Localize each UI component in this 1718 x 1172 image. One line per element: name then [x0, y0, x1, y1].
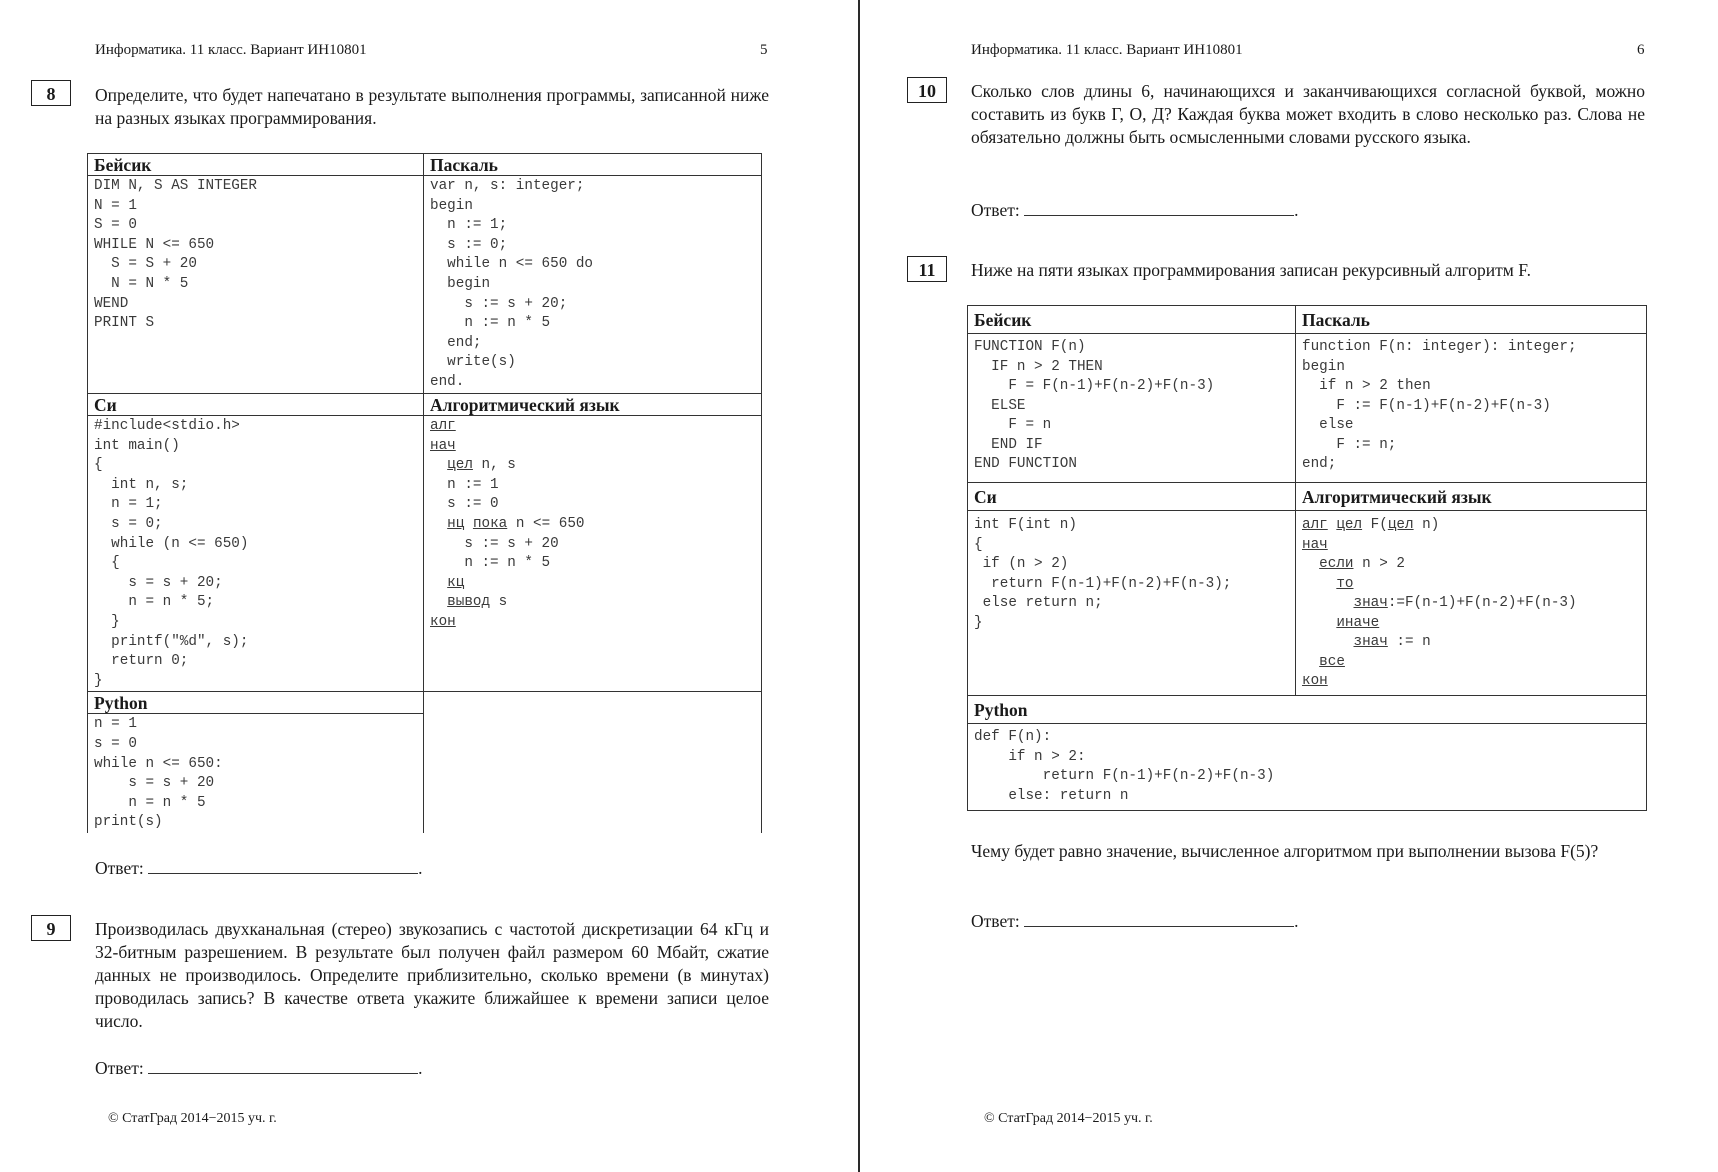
algo-code: алг нач цел n, s n := 1 s := 0 нц пока n <= 650 s := s + 20 n := n * 5 кц вывод s кон	[430, 418, 585, 630]
task10-answer: Ответ: .	[971, 200, 1299, 220]
task8-text: Определите, что будет напечатано в результате выполнения программы, записанной ниже на разных языках программирования.	[95, 85, 769, 128]
task11-text: Ниже на пяти языках программирования записан рекурсивный алгоритм F.	[971, 260, 1531, 280]
page-header: Информатика. 11 класс. Вариант ИН10801	[95, 42, 367, 58]
pascal-header: Паскаль	[424, 154, 762, 176]
basic-code: FUNCTION F(n) IF n > 2 THEN F = F(n-1)+F(n-2)+F(n-3) ELSE F = n END IF END FUNCTION	[974, 339, 1215, 472]
c-header: Си	[968, 483, 1296, 511]
page-footer: © СтатГрад 2014−2015 уч. г.	[984, 1111, 1153, 1126]
task-number-8: 8	[31, 80, 71, 106]
task11-answer-field[interactable]	[1024, 912, 1294, 927]
basic-header: Бейсик	[88, 154, 424, 176]
python-header: Python	[88, 692, 424, 714]
task8-code-table	[87, 153, 762, 833]
task8-answer: Ответ: .	[95, 858, 423, 878]
pascal-code: function F(n: integer): integer; begin if n > 2 then F := F(n-1)+F(n-2)+F(n-3) else F := n; end;	[1302, 339, 1577, 472]
task11-code-table	[967, 305, 1647, 811]
algo-header: Алгоритмический язык	[424, 394, 762, 416]
pascal-code: var n, s: integer; begin n := 1; s := 0; while n <= 650 do begin s := s + 20; n := n * 5 end; write(s) end.	[430, 178, 594, 390]
task-number-10: 10	[907, 77, 947, 103]
python-code: n = 1 s = 0 while n <= 650: s = s + 20 n = n * 5 print(s)	[94, 716, 223, 831]
page-number: 5	[760, 42, 768, 58]
c-code: #include<stdio.h> int main() { int n, s; n = 1; s = 0; while (n <= 650) { s = s + 20; n = n * 5; } printf("%d", s); return 0; }	[94, 418, 249, 689]
task11-answer: Ответ: .	[971, 911, 1299, 931]
page-footer: © СтатГрад 2014−2015 уч. г.	[108, 1111, 277, 1126]
task10-answer-field[interactable]	[1024, 201, 1294, 216]
task11-question: Чему будет равно значение, вычисленное алгоритмом при выполнении вызова F(5)?	[971, 841, 1599, 861]
python-header: Python	[968, 696, 1647, 724]
task-number-11: 11	[907, 256, 947, 282]
algo-code: алг цел F(цел n) нач если n > 2 то знач:=F(n-1)+F(n-2)+F(n-3) иначе знач := n все кон	[1302, 517, 1577, 689]
pascal-header: Паскаль	[1296, 306, 1647, 334]
task9-answer-field[interactable]	[148, 1059, 418, 1074]
c-code: int F(int n) { if (n > 2) return F(n-1)+F(n-2)+F(n-3); else return n; }	[974, 517, 1232, 631]
page-header: Информатика. 11 класс. Вариант ИН10801	[971, 42, 1243, 58]
task10-text: Сколько слов длины 6, начинающихся и заканчивающихся согласной буквой, можно составить из букв Г, О, Д? Каждая буква может входить в слово несколько раз. Слова не обязательно должны быть осмысленными словами русского языка.	[971, 81, 1645, 147]
task9-answer: Ответ: .	[95, 1058, 423, 1078]
basic-code: DIM N, S AS INTEGER N = 1 S = 0 WHILE N <= 650 S = S + 20 N = N * 5 WEND PRINT S	[94, 178, 258, 332]
right-page	[859, 0, 1718, 1172]
basic-header: Бейсик	[968, 306, 1296, 334]
task-number-9: 9	[31, 915, 71, 941]
algo-header: Алгоритмический язык	[1296, 483, 1647, 511]
python-code: def F(n): if n > 2: return F(n-1)+F(n-2)+F(n-3) else: return n	[974, 729, 1275, 804]
page-number: 6	[1637, 42, 1645, 58]
c-header: Си	[88, 394, 424, 416]
task8-answer-field[interactable]	[148, 859, 418, 874]
task9-text: Производилась двухканальная (стерео) звукозапись с частотой дискретизации 64 кГц и 32-битным разрешением. В результате был получен файл размером 60 Мбайт, сжатие данных не производилось. Определите приблизительно, сколько времени (в минутах) проводилась запись? В качестве ответа укажите ближайшее к времени записи целое число.	[95, 919, 769, 1031]
